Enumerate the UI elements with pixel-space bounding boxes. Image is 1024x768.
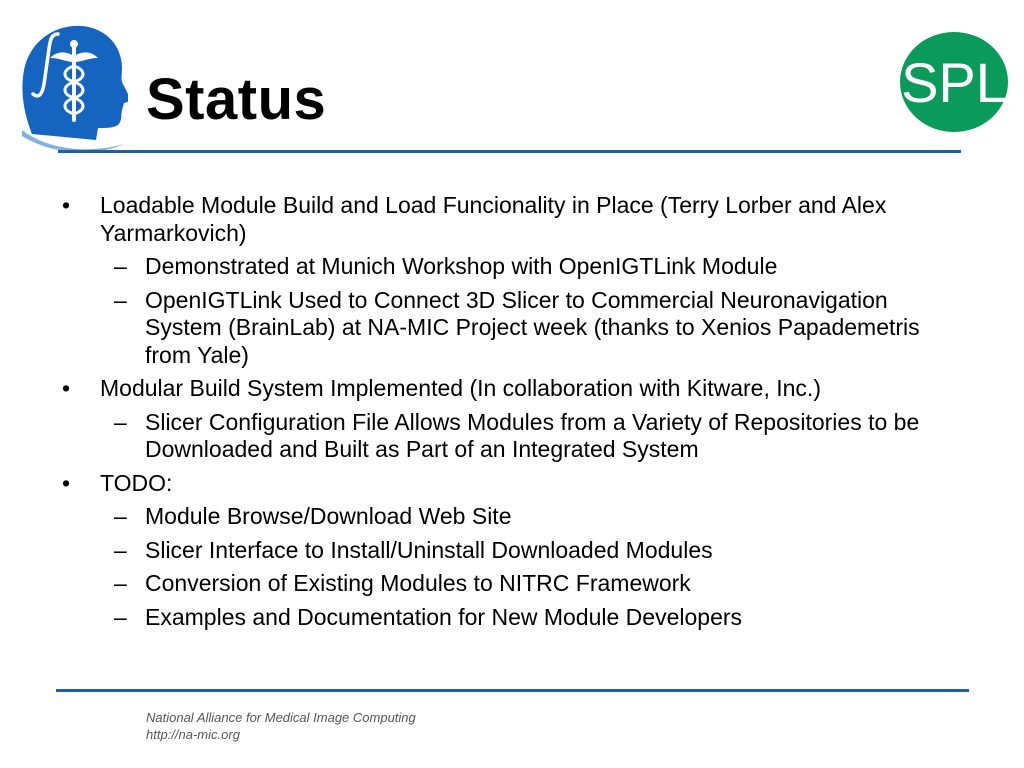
bullet-text: Modular Build System Implemented (In collaboration with Kitware, Inc.) (100, 375, 821, 401)
bullet-item (0, 470, 932, 498)
bullet-text: Examples and Documentation for New Module Developers (145, 603, 743, 630)
bullet-text: Conversion of Existing Modules to NITRC Framework (145, 570, 691, 596)
bullet-marker: – (114, 408, 127, 435)
sub-bullet-item (0, 287, 960, 370)
bullet-marker: – (114, 286, 127, 313)
bullet-text: TODO: (100, 469, 173, 496)
bullet-item (0, 375, 932, 403)
sub-bullet-item (0, 537, 960, 565)
sub-bullet-item (0, 409, 960, 464)
spl-logo-text: SPL (901, 51, 1007, 114)
sub-bullet-item (0, 253, 960, 281)
bullet-text: Loadable Module Build and Load Funcionality in Place (Terry Lorber and Alex Yarmarkovich) (100, 192, 887, 246)
footer-org: National Alliance for Medical Image Computing (146, 710, 416, 725)
bullet-item (0, 192, 932, 247)
slide-title: Status (146, 67, 327, 132)
bullet-marker: • (62, 192, 71, 218)
sub-bullet-item (0, 604, 960, 632)
bullet-text: Slicer Interface to Install/Uninstall Downloaded Modules (145, 536, 713, 563)
footer-url: http://na-mic.org (146, 727, 240, 742)
footer-divider (56, 689, 969, 692)
footer (146, 709, 416, 743)
bullet-marker: – (114, 570, 127, 596)
spl-logo-icon (898, 30, 1010, 134)
bullet-marker: • (62, 469, 71, 496)
bullet-marker: – (114, 253, 127, 279)
bullet-marker: • (62, 375, 71, 401)
bullet-text: OpenIGTLink Used to Connect 3D Slicer to Commercial Neuronavigation System (BrainLab) at NA-MIC Project week (thanks to Xenios Papademetris from Yale) (145, 286, 920, 368)
bullet-marker: – (114, 536, 127, 563)
bullet-text: Demonstrated at Munich Workshop with OpenIGTLink Module (145, 253, 778, 279)
title-divider (58, 150, 961, 153)
bullet-list (0, 192, 1024, 637)
bullet-text: Slicer Configuration File Allows Modules from a Variety of Repositories to be Downloaded and Built as Part of an Integrated System (145, 408, 920, 462)
slicer-head-logo-icon (18, 22, 128, 154)
sub-bullet-item (0, 570, 960, 598)
bullet-marker: – (114, 503, 127, 529)
bullet-text: Module Browse/Download Web Site (145, 503, 512, 529)
bullet-marker: – (114, 603, 127, 630)
sub-bullet-item (0, 503, 960, 531)
